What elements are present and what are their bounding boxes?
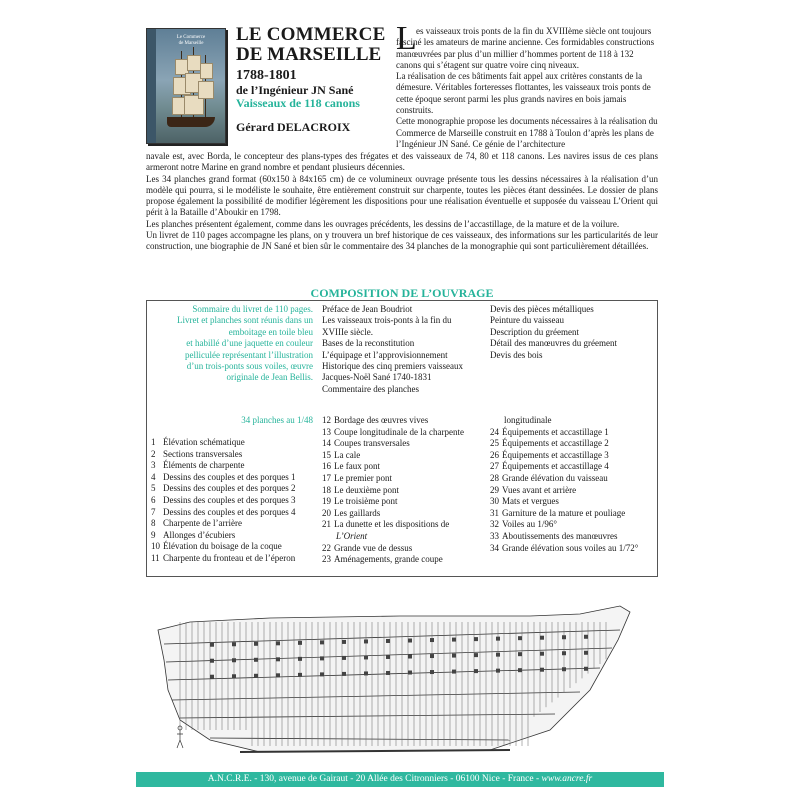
ship-gunport — [232, 674, 236, 678]
cover-title-line1: Le Commerce — [176, 35, 206, 40]
contents-item: Historique des cinq premiers vaisseaux — [322, 361, 463, 372]
plate-number: 25 — [490, 438, 499, 449]
plate-number: 6 — [151, 494, 156, 505]
summary-line: originale de Jean Bellis. — [226, 372, 313, 383]
plates-list-1 — [151, 437, 321, 565]
plate-item — [322, 496, 490, 508]
plate-title: Le faux pont — [334, 461, 380, 472]
plate-title: Dessins des couples et des porques 1 — [163, 471, 296, 482]
subtitle: Vaisseaux de 118 canons — [236, 96, 360, 110]
ship-gunport — [474, 637, 478, 641]
plate-title: Coupe longitudinale de la charpente — [334, 426, 464, 437]
intro-paragraph: es vaisseaux trois ponts de la fin du XVIIIème siècle ont toujours fasciné les amateurs de marine ancienne. Ces formidables constructions manœuvrées par plus d’un millier d’hommes portent de 118 à 132 canons qui s’étagent sur quatre voire cinq niveaux. — [396, 26, 655, 70]
ship-gunport — [364, 655, 368, 659]
plate-title: Allonges d’écubiers — [163, 529, 236, 540]
plate-item — [322, 427, 490, 439]
ship-gunport — [342, 672, 346, 676]
contents-item: XVIIIe siècle. — [322, 326, 373, 337]
plate-title: Éléments de charpente — [163, 460, 245, 471]
plate-title: Coupes transversales — [334, 438, 410, 449]
ship-gunport — [540, 652, 544, 656]
plate-item — [151, 553, 321, 565]
plate-title: Dessins des couples et des porques 4 — [163, 506, 296, 517]
plate-number: 5 — [151, 483, 156, 494]
plate-title: Le premier pont — [334, 472, 392, 483]
plate-title: Équipements et accastillage 2 — [502, 438, 609, 449]
plate-number: 23 — [322, 554, 331, 565]
contents-item: Préface de Jean Boudriot — [322, 304, 413, 314]
ship-gunport — [562, 667, 566, 671]
footer-address: A.N.C.R.E. - 130, avenue de Gairaut - 20 Allée des Citronniers - 06100 Nice - France - — [207, 774, 542, 784]
plate-number: 2 — [151, 448, 156, 459]
ship-gunport — [474, 669, 478, 673]
ship-gunport — [452, 670, 456, 674]
ship-gunport — [430, 670, 434, 674]
plate-title: L’Orient — [336, 530, 368, 541]
footer-bar — [136, 772, 664, 787]
ship-gunport — [232, 658, 236, 662]
plate-number: 22 — [322, 542, 331, 553]
plate-number: 16 — [322, 461, 331, 472]
plate-title: Équipements et accastillage 4 — [502, 461, 609, 472]
ship-gunport — [386, 655, 390, 659]
plate-title: Le deuxième pont — [334, 484, 399, 495]
ship-gunport — [254, 658, 258, 662]
years: 1788-1801 — [236, 68, 297, 83]
ship-gunport — [276, 673, 280, 677]
plate-item — [151, 437, 321, 449]
plate-number: 26 — [490, 449, 499, 460]
ship-gunport — [430, 638, 434, 642]
plate-number: 13 — [322, 426, 331, 437]
cover-sail — [198, 81, 214, 99]
contents-item: Commentaire des planches — [322, 383, 419, 394]
ship-gunport — [474, 653, 478, 657]
plate-item — [490, 427, 658, 439]
ship-gunport — [518, 636, 522, 640]
plate-number: 14 — [322, 438, 331, 449]
plate-title: Élévation schématique — [163, 437, 245, 447]
plate-number: 12 — [322, 415, 331, 425]
intro-full-width — [146, 151, 658, 253]
engineer: de l’Ingénieur JN Sané — [236, 83, 354, 97]
plate-item — [151, 472, 321, 484]
plate-item — [322, 461, 490, 473]
summary-line: Livret et planches sont réunis dans un — [177, 315, 313, 326]
plate-title: longitudinale — [504, 415, 552, 425]
ship-gunport — [540, 636, 544, 640]
plate-number: 15 — [322, 449, 331, 460]
ship-gunport — [562, 635, 566, 639]
plate-title: Équipements et accastillage 1 — [502, 426, 609, 437]
summary-line: et habillé d’une jaquette en couleur — [186, 338, 313, 349]
ship-gunport — [254, 674, 258, 678]
plate-title: Mats et vergues — [502, 496, 559, 507]
ship-gunport — [342, 640, 346, 644]
author: Gérard DELACROIX — [236, 120, 351, 134]
plate-title: Voiles au 1/96° — [502, 519, 557, 530]
contents-item: Devis des pièces métalliques — [490, 304, 594, 314]
ship-gunport — [452, 654, 456, 658]
plate-title: Équipements et accastillage 3 — [502, 449, 609, 460]
plate-number: 10 — [151, 541, 160, 552]
plate-title: La cale — [334, 449, 361, 460]
contents-item: L’équipage et l’approvisionnement — [322, 349, 448, 360]
cover-hull — [167, 117, 215, 127]
ship-longitudinal-section — [150, 600, 650, 760]
plate-item — [322, 485, 490, 497]
contents-column-1 — [322, 304, 487, 395]
ship-gunport — [408, 655, 412, 659]
plate-title: Le troisième pont — [334, 496, 398, 507]
ship-gunport — [430, 654, 434, 658]
footer-website-link[interactable]: www.ancre.fr — [541, 774, 593, 784]
plates-list-3 — [490, 415, 658, 554]
plate-item — [322, 508, 490, 520]
plate-item — [151, 518, 321, 530]
title-line2: DE MARSEILLE — [236, 44, 382, 65]
ship-gunport — [540, 668, 544, 672]
plate-item — [322, 531, 490, 543]
plate-item — [490, 543, 658, 555]
plate-number: 31 — [490, 507, 499, 518]
plate-title: Grande élévation du vaisseau — [502, 472, 608, 483]
contents-column-2 — [490, 304, 655, 361]
plate-number: 7 — [151, 506, 156, 517]
plate-number: 20 — [322, 507, 331, 518]
plate-item — [151, 449, 321, 461]
plate-title: Sections transversales — [163, 448, 243, 459]
summary-line: emboitage en toile bleu — [228, 326, 313, 337]
plate-item — [322, 438, 490, 450]
ship-gunport — [496, 653, 500, 657]
contents-item: Jacques-Noël Sané 1740-1831 — [322, 372, 432, 383]
plate-title: Aboutissements des manœuvres — [502, 530, 618, 541]
ship-gunport — [408, 671, 412, 675]
plate-item — [490, 485, 658, 497]
plate-number: 21 — [322, 519, 331, 530]
book-cover-image — [146, 28, 226, 144]
plate-item — [490, 450, 658, 462]
plate-number: 11 — [151, 552, 160, 563]
plates-heading: 34 planches au 1/48 — [241, 415, 313, 425]
intro-paragraph: La réalisation de ces bâtiments fait appel aux critères constants de la démesure. Véritables forteresses flottantes, les vaisseaux trois ponts de cette époque seront parmi les plus grands navires en bois jamais construits. — [396, 71, 651, 116]
cover-spine — [147, 29, 156, 143]
cover-sail — [200, 63, 213, 79]
ship-gunport — [298, 657, 302, 661]
plate-item — [490, 415, 658, 427]
intro-paragraph: navale est, avec Borda, le concepteur des plans-types des frégates et des vaisseaux de 74, 80 et 118 canons. Les navires issus de ces plans armeront notre Marine en grand nombre et pendant plusieurs décennies. — [146, 151, 658, 173]
contents-item: Peinture du vaisseau — [490, 315, 564, 326]
ship-gunport — [320, 656, 324, 660]
plate-title: La dunette et les dispositions de — [334, 519, 450, 530]
cover-title-line2: de Marseille — [178, 41, 204, 46]
ship-gunport — [386, 671, 390, 675]
plate-item — [151, 530, 321, 542]
plate-item — [151, 483, 321, 495]
ship-gunport — [584, 635, 588, 639]
plate-number: 29 — [490, 484, 499, 495]
ship-gunport — [210, 675, 214, 679]
ship-gunport — [496, 669, 500, 673]
plate-title: Dessins des couples et des porques 3 — [163, 494, 296, 505]
ship-gunport — [298, 641, 302, 645]
plate-number: 33 — [490, 530, 499, 541]
plate-item — [322, 519, 490, 531]
ship-gunport — [518, 652, 522, 656]
ship-gunport — [408, 639, 412, 643]
ship-gunport — [452, 638, 456, 642]
plates-list-2 — [322, 415, 490, 566]
plate-item — [490, 519, 658, 531]
plate-title: Les gaillards — [334, 507, 381, 518]
plate-number: 19 — [322, 496, 331, 507]
plate-title: Charpente du fronteau et de l’éperon — [163, 552, 296, 563]
contents-item: Les vaisseaux trois-ponts à la fin du — [322, 315, 452, 326]
plate-number: 1 — [151, 437, 156, 447]
plate-item — [490, 461, 658, 473]
ship-gunport — [210, 643, 214, 647]
intro-paragraph: Les 34 planches grand format (60x150 à 84x165 cm) de ce volumineux ouvrage présente tous les dessins nécessaires à la réalisation d’un modèle qui pourra, si le modéliste le souhaite, être entièrement construit sur charpente, toutes les pièces étant dessinées. Le dossier de plans propose également la possibilité de modifier légèrement les dispositions pour une réalisation éventuelle et supposée du vaisseau L’Orient qui périt à la Bataille d’Aboukir en 1798. — [146, 173, 658, 218]
plate-number: 28 — [490, 472, 499, 483]
intro-paragraph: Un livret de 110 pages accompagne les plans, on y trouvera un bref historique de ces vaisseaux, des informations sur les particularités de leur construction, une biographie de JN Sané et bien sûr le commentaire des 34 planches de la monographie qui sont particulièrement détaillées. — [146, 230, 658, 252]
ship-gunport — [276, 657, 280, 661]
ship-gunport — [496, 637, 500, 641]
plate-number: 8 — [151, 518, 156, 529]
contents-item: Bases de la reconstitution — [322, 338, 415, 349]
plate-number: 18 — [322, 484, 331, 495]
plate-number: 4 — [151, 471, 156, 482]
title-line1: LE COMMERCE — [236, 24, 386, 45]
plate-item — [322, 473, 490, 485]
ship-gunport — [364, 639, 368, 643]
ship-gunport — [584, 651, 588, 655]
ship-gunport — [254, 642, 258, 646]
plate-number: 30 — [490, 496, 499, 507]
plate-title: Charpente de l’arrière — [163, 518, 242, 529]
plate-title: Dessins des couples et des porques 2 — [163, 483, 296, 494]
intro-right-column — [396, 26, 658, 150]
ship-gunport — [320, 672, 324, 676]
plate-item — [151, 507, 321, 519]
plate-number: 27 — [490, 461, 499, 472]
cover-title — [161, 35, 221, 47]
plate-item — [151, 460, 321, 472]
plate-item — [490, 508, 658, 520]
drop-cap: L — [396, 20, 417, 57]
ship-gunport — [518, 668, 522, 672]
contents-item: Description du gréement — [490, 326, 579, 337]
plate-item — [151, 495, 321, 507]
plate-item — [322, 554, 490, 566]
ship-gunport — [210, 659, 214, 663]
plate-number: 17 — [322, 472, 331, 483]
summary-line: pelliculée représentant l’illustration — [185, 349, 313, 360]
ship-gunport — [320, 640, 324, 644]
ship-gunport — [342, 656, 346, 660]
ship-gunport — [562, 651, 566, 655]
ship-gunport — [386, 639, 390, 643]
plate-title: Grande élévation sous voiles au 1/72° — [502, 542, 639, 553]
ship-gunport — [584, 667, 588, 671]
plate-item — [151, 541, 321, 553]
plate-number: 34 — [490, 542, 499, 553]
ship-gunport — [232, 642, 236, 646]
plate-item — [490, 438, 658, 450]
plate-title: Aménagements, grande coupe — [334, 554, 443, 565]
plate-item — [322, 543, 490, 555]
plate-number: 32 — [490, 519, 499, 530]
plate-item — [322, 415, 490, 427]
cover-sail — [187, 55, 201, 71]
plate-title: Garniture de la mature et pouliage — [502, 507, 626, 518]
plate-item — [322, 450, 490, 462]
plate-title: Vues avant et arrière — [502, 484, 577, 495]
plate-number: 24 — [490, 426, 499, 437]
summary-line: d’un trois-ponts sous voiles, œuvre — [186, 361, 313, 372]
plate-title: Bordage des œuvres vives — [334, 415, 429, 425]
plate-item — [490, 496, 658, 508]
intro-paragraph: Les planches présentent également, comme dans les ouvrages précédents, les dessins de l’accastillage, de la mature et de la voilure. — [146, 218, 620, 229]
plate-item — [490, 473, 658, 485]
summary-line: Sommaire du livret de 110 pages. — [192, 304, 313, 314]
plate-title: Grande vue de dessus — [334, 542, 413, 553]
summary-description — [150, 304, 313, 384]
intro-paragraph: Cette monographie propose les documents nécessaires à la réalisation du Commerce de Marseille construit en 1788 à Toulon d’après les plans de l’Ingénieur JN Sané. Ce génie de l’architecture — [396, 116, 658, 149]
ship-gunport — [364, 671, 368, 675]
plate-title: Élévation du boisage de la coque — [163, 541, 282, 552]
plate-item — [490, 531, 658, 543]
contents-item: Devis des bois — [490, 349, 543, 360]
composition-heading: COMPOSITION DE L’OUVRAGE — [310, 286, 494, 300]
ship-gunport — [298, 673, 302, 677]
plate-number: 3 — [151, 460, 156, 471]
ship-gunport — [276, 641, 280, 645]
contents-item: Détail des manœuvres du gréement — [490, 338, 617, 349]
plate-number: 9 — [151, 529, 156, 540]
